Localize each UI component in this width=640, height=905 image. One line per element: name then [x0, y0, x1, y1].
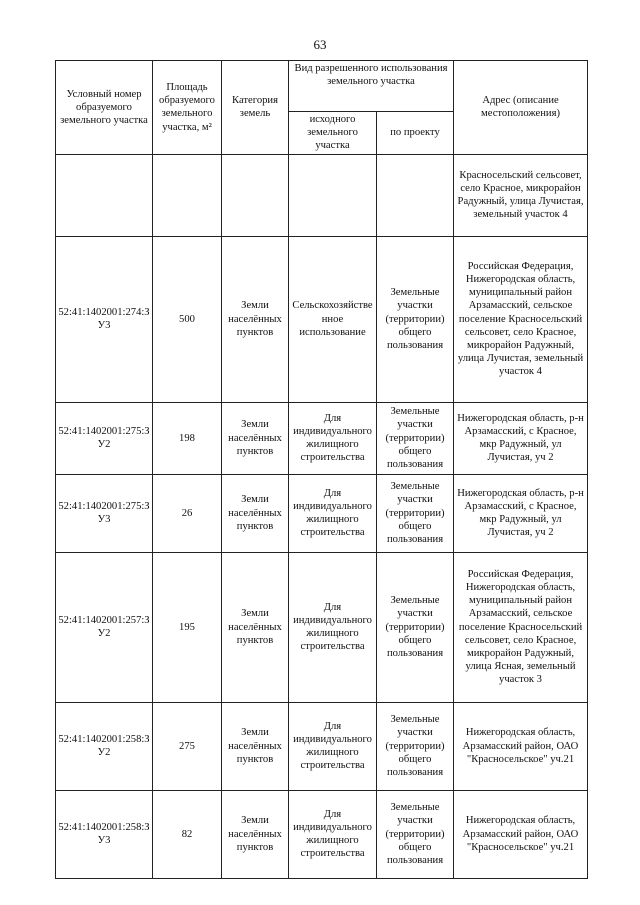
cell-use-project: Земельные участки (территории) общего пользования	[377, 790, 454, 878]
cell-use-original: Для индивидуального жилищного строительства	[289, 702, 377, 790]
cell-use-project: Земельные участки (территории) общего пользования	[377, 474, 454, 552]
table-row	[56, 474, 588, 552]
cell-use-original: Для индивидуального жилищного строительства	[289, 402, 377, 474]
header-area: Площадь образуемого земельного участка, м²	[153, 61, 222, 155]
cell-area: 198	[153, 402, 222, 474]
header-category: Категория земель	[222, 61, 289, 155]
cell-use-original: Для индивидуального жилищного строительства	[289, 790, 377, 878]
cell-category: Земли населённых пунктов	[222, 474, 289, 552]
cell-parcel-number: 52:41:1402001:258:ЗУ3	[56, 790, 153, 878]
cell-parcel-number: 52:41:1402001:275:ЗУ3	[56, 474, 153, 552]
cell-use-project	[377, 154, 454, 236]
cell-area: 26	[153, 474, 222, 552]
table-header	[56, 61, 588, 155]
table-row	[56, 552, 588, 702]
header-permitted-use: Вид разрешенного использования земельного участка	[289, 61, 454, 112]
cell-category: Земли населённых пунктов	[222, 236, 289, 402]
cell-use-original: Для индивидуального жилищного строительства	[289, 474, 377, 552]
cell-use-original	[289, 154, 377, 236]
cell-area: 500	[153, 236, 222, 402]
cell-address: Нижегородская область, Арзамасский район, ОАО "Красносельское" уч.21	[454, 702, 588, 790]
table-row-continuation	[56, 154, 588, 236]
cell-address: Нижегородская область, р-н Арзамасский, с Красное, мкр Радужный, ул Лучистая, уч 2	[454, 474, 588, 552]
cell-area: 82	[153, 790, 222, 878]
cell-area: 275	[153, 702, 222, 790]
cell-category: Земли населённых пунктов	[222, 790, 289, 878]
cell-use-project: Земельные участки (территории) общего пользования	[377, 402, 454, 474]
cell-address: Нижегородская область, р-н Арзамасский, с Красное, мкр Радужный, ул Лучистая, уч 2	[454, 402, 588, 474]
cell-category: Земли населённых пунктов	[222, 702, 289, 790]
page-number: 63	[313, 37, 327, 52]
table-row	[56, 790, 588, 878]
cell-parcel-number: 52:41:1402001:257:ЗУ2	[56, 552, 153, 702]
table-row	[56, 236, 588, 402]
cell-area: 195	[153, 552, 222, 702]
header-parcel-number: Условный номер образуемого земельного участка	[56, 61, 153, 155]
cell-use-project: Земельные участки (территории) общего пользования	[377, 552, 454, 702]
cell-address: Российская Федерация, Нижегородская область, муниципальный район Арзамасский, сельское поселение Красносельский сельсовет, село Красное, микрорайон Радужный, улица Ясная, земельный участок 3	[454, 552, 588, 702]
cell-use-original: Для индивидуального жилищного строительства	[289, 552, 377, 702]
land-parcels-table	[55, 60, 588, 879]
cell-area	[153, 154, 222, 236]
cell-category: Земли населённых пунктов	[222, 552, 289, 702]
header-use-project: по проекту	[377, 112, 454, 155]
cell-address: Российская Федерация, Нижегородская область, муниципальный район Арзамасский, сельское поселение Красносельский сельсовет, село Красное, микрорайон Радужный, улица Лучистая, земельный участок 4	[454, 236, 588, 402]
cell-parcel-number	[56, 154, 153, 236]
table-row	[56, 402, 588, 474]
cell-parcel-number: 52:41:1402001:258:ЗУ2	[56, 702, 153, 790]
cell-category: Земли населённых пунктов	[222, 402, 289, 474]
cell-use-original: Сельскохозяйственное использование	[289, 236, 377, 402]
cell-parcel-number: 52:41:1402001:275:ЗУ2	[56, 402, 153, 474]
cell-address: Красносельский сельсовет, село Красное, микрорайон Радужный, улица Лучистая, земельный участок 4	[454, 154, 588, 236]
cell-category	[222, 154, 289, 236]
header-address: Адрес (описание местоположения)	[454, 61, 588, 155]
header-use-original: исходного земельного участка	[289, 112, 377, 155]
cell-use-project: Земельные участки (территории) общего пользования	[377, 236, 454, 402]
table-row	[56, 702, 588, 790]
cell-address: Нижегородская область, Арзамасский район, ОАО "Красносельское" уч.21	[454, 790, 588, 878]
cell-use-project: Земельные участки (территории) общего пользования	[377, 702, 454, 790]
cell-parcel-number: 52:41:1402001:274:ЗУ3	[56, 236, 153, 402]
